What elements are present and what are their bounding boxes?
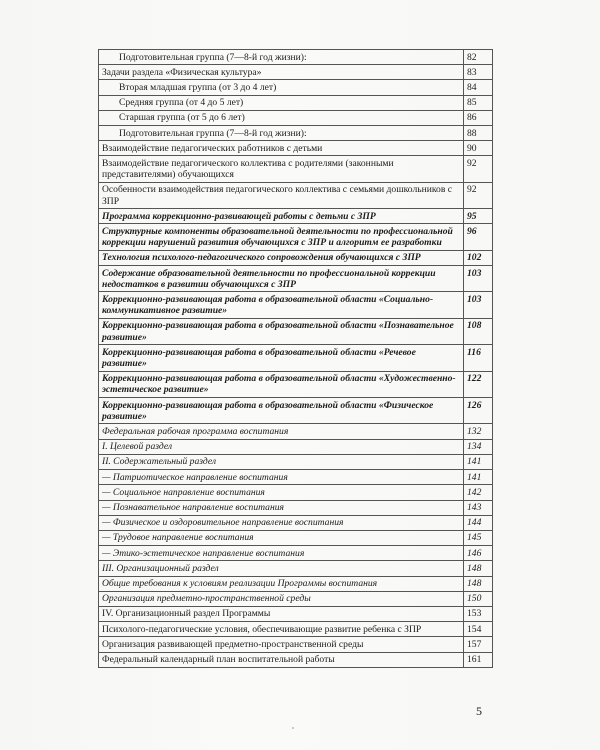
toc-entry-title: IV. Организационный раздел Программы: [99, 606, 464, 621]
toc-row: [99, 485, 493, 500]
toc-entry-title: — Патриотическое направление воспитания: [99, 470, 464, 485]
toc-entry-page: 122: [464, 371, 493, 397]
toc-row: [99, 398, 493, 424]
toc-entry-page: 88: [464, 126, 493, 141]
toc-row: [99, 50, 493, 65]
toc-entry-page: 103: [464, 292, 493, 318]
toc-row: [99, 141, 493, 156]
toc-row: [99, 266, 493, 292]
toc-row: [99, 424, 493, 439]
toc-entry-page: 148: [464, 561, 493, 576]
toc-entry-title: Технология психолого-педагогического сопровождения обучающихся с ЗПР: [99, 250, 464, 265]
toc-entry-title: — Познавательное направление воспитания: [99, 500, 464, 515]
toc-row: [99, 95, 493, 110]
toc-entry-page: 142: [464, 485, 493, 500]
toc-entry-page: 141: [464, 470, 493, 485]
toc-entry-page: 146: [464, 546, 493, 561]
toc-entry-title: Коррекционно-развивающая работа в образовательной области «Познавательное развитие»: [99, 318, 464, 344]
toc-entry-page: 126: [464, 398, 493, 424]
toc-entry-page: 145: [464, 530, 493, 545]
toc-entry-page: 141: [464, 454, 493, 469]
toc-row: [99, 652, 493, 667]
toc-row: [99, 591, 493, 606]
page-number: 5: [476, 704, 482, 718]
toc-row: [99, 530, 493, 545]
toc-row: [99, 65, 493, 80]
toc-row: [99, 637, 493, 652]
toc-entry-title: Задачи раздела «Физическая культура»: [99, 65, 464, 80]
toc-row: [99, 546, 493, 561]
toc-entry-title: Взаимодействие педагогических работников с детьми: [99, 141, 464, 156]
toc-entry-page: 82: [464, 50, 493, 65]
toc-row: [99, 182, 493, 208]
toc-entry-title: I. Целевой раздел: [99, 439, 464, 454]
toc-entry-page: 96: [464, 224, 493, 250]
toc-entry-page: 153: [464, 606, 493, 621]
toc-row: [99, 126, 493, 141]
toc-entry-title: Федеральный календарный план воспитательной работы: [99, 652, 464, 667]
toc-entry-title: Коррекционно-развивающая работа в образовательной области «Художественно-эстетическое развитие»: [99, 371, 464, 397]
toc-row: [99, 500, 493, 515]
toc-entry-title: — Физическое и оздоровительное направление воспитания: [99, 515, 464, 530]
toc-entry-title: Подготовительная группа (7—8-й год жизни):: [99, 126, 464, 141]
toc-entry-title: Организация предметно-пространственной среды: [99, 591, 464, 606]
toc-entry-title: — Трудовое направление воспитания: [99, 530, 464, 545]
toc-entry-title: — Социальное направление воспитания: [99, 485, 464, 500]
toc-entry-page: 92: [464, 156, 493, 182]
toc-entry-title: Коррекционно-развивающая работа в образовательной области «Физическое развитие»: [99, 398, 464, 424]
toc-entry-page: 150: [464, 591, 493, 606]
toc-row: [99, 318, 493, 344]
toc-row: [99, 622, 493, 637]
toc-entry-title: Организация развивающей предметно-пространственной среды: [99, 637, 464, 652]
toc-row: [99, 470, 493, 485]
toc-entry-page: 92: [464, 182, 493, 208]
toc-row: [99, 224, 493, 250]
toc-row: [99, 561, 493, 576]
toc-entry-title: III. Организационный раздел: [99, 561, 464, 576]
toc-entry-page: 157: [464, 637, 493, 652]
toc-row: [99, 439, 493, 454]
toc-row: [99, 454, 493, 469]
toc-entry-page: 83: [464, 65, 493, 80]
toc-entry-page: 148: [464, 576, 493, 591]
toc-row: [99, 292, 493, 318]
toc-entry-title: Старшая группа (от 5 до 6 лет): [99, 110, 464, 125]
toc-entry-page: 86: [464, 110, 493, 125]
toc-entry-title: Содержание образовательной деятельности по профессиональной коррекции недостатков в развитии обучающихся с ЗПР: [99, 266, 464, 292]
toc-entry-title: Средняя группа (от 4 до 5 лет): [99, 95, 464, 110]
toc-entry-title: Коррекционно-развивающая работа в образовательной области «Социально-коммуникативное развитие»: [99, 292, 464, 318]
toc-entry-page: 116: [464, 345, 493, 371]
toc-row: [99, 209, 493, 224]
toc-entry-title: Программа коррекционно-развивающей работы с детьми с ЗПР: [99, 209, 464, 224]
scan-speck: [292, 727, 294, 729]
toc-entry-title: Общие требования к условиям реализации Программы воспитания: [99, 576, 464, 591]
toc-entry-title: — Этико-эстетическое направление воспитания: [99, 546, 464, 561]
toc-entry-page: 102: [464, 250, 493, 265]
toc-entry-page: 90: [464, 141, 493, 156]
toc-entry-page: 85: [464, 95, 493, 110]
toc-entry-title: Структурные компоненты образовательной деятельности по профессиональной коррекции нарушений развития обучающихся с ЗПР и алгоритм ее разработки: [99, 224, 464, 250]
toc-row: [99, 371, 493, 397]
toc-entry-page: 134: [464, 439, 493, 454]
toc-entry-page: 143: [464, 500, 493, 515]
toc-entry-title: Взаимодействие педагогического коллектива с родителями (законными представителями) обучающихся: [99, 156, 464, 182]
toc-entry-page: 84: [464, 80, 493, 95]
toc-entry-title: Психолого-педагогические условия, обеспечивающие развитие ребенка с ЗПР: [99, 622, 464, 637]
toc-entry-page: 144: [464, 515, 493, 530]
toc-entry-page: 132: [464, 424, 493, 439]
toc-entry-page: 103: [464, 266, 493, 292]
toc-body: [99, 50, 493, 668]
toc-entry-title: Федеральная рабочая программа воспитания: [99, 424, 464, 439]
toc-entry-page: 95: [464, 209, 493, 224]
toc-entry-page: 161: [464, 652, 493, 667]
toc-row: [99, 250, 493, 265]
toc-row: [99, 515, 493, 530]
toc-row: [99, 345, 493, 371]
toc-entry-page: 154: [464, 622, 493, 637]
toc-entry-title: Подготовительная группа (7—8-й год жизни):: [99, 50, 464, 65]
toc-entry-title: Вторая младшая группа (от 3 до 4 лет): [99, 80, 464, 95]
toc-entry-title: II. Содержательный раздел: [99, 454, 464, 469]
toc-entry-title: Особенности взаимодействия педагогического коллектива с семьями дошкольников с ЗПР: [99, 182, 464, 208]
toc-row: [99, 606, 493, 621]
toc-row: [99, 156, 493, 182]
table-of-contents: [98, 49, 493, 668]
toc-row: [99, 110, 493, 125]
toc-entry-title: Коррекционно-развивающая работа в образовательной области «Речевое развитие»: [99, 345, 464, 371]
toc-row: [99, 80, 493, 95]
toc-entry-page: 108: [464, 318, 493, 344]
toc-row: [99, 576, 493, 591]
